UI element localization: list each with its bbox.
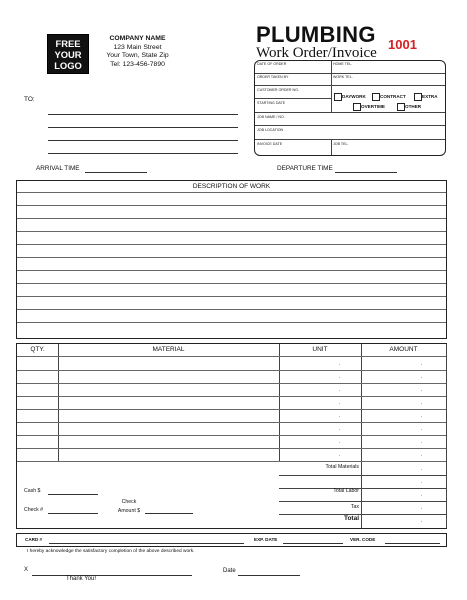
- contract-label: CONTRACT: [380, 94, 406, 99]
- overtime-label: OVERTIME: [361, 104, 385, 109]
- invoice-number: 1001: [388, 37, 417, 52]
- acknowledgement-text: I hereby acknowledge the satisfactory completion of the above described work.: [27, 549, 195, 554]
- cash-label: Cash $: [24, 488, 41, 494]
- card-number-label: CARD #: [25, 537, 43, 542]
- daywork-checkbox[interactable]: [334, 93, 342, 101]
- company-info: [100, 35, 175, 69]
- logo-line-1: FREE: [55, 37, 81, 49]
- logo-line-2: YOUR: [54, 48, 82, 60]
- contract-checkbox[interactable]: [372, 93, 380, 101]
- signature-x: X: [24, 567, 29, 573]
- total-labor-label: Total Labor: [333, 488, 359, 494]
- date-label: Date: [223, 568, 236, 574]
- overtime-checkbox[interactable]: [353, 103, 361, 111]
- logo-line-3: LOGO: [54, 59, 82, 71]
- materials-table: QTY. MATERIAL UNIT AMOUNT . . . . . . . . . . . . . . . . . . . . . Total Materials Total Labor Tax Total: [16, 343, 447, 529]
- company-logo: [47, 34, 89, 74]
- to-line-1[interactable]: [48, 114, 238, 115]
- departure-time-field[interactable]: [335, 172, 397, 173]
- date-field[interactable]: [238, 575, 300, 576]
- cash-field[interactable]: [48, 494, 98, 495]
- description-of-work-box[interactable]: [16, 180, 447, 339]
- arrival-time-label: ARRIVAL TIME: [36, 165, 80, 172]
- home-tel-label: HOME TEL.: [333, 62, 353, 66]
- description-title: DESCRIPTION OF WORK: [192, 183, 271, 190]
- daywork-label: DAYWORK: [342, 94, 366, 99]
- exp-date-label: EXP. DATE: [254, 537, 278, 542]
- exp-date-field[interactable]: [283, 543, 343, 544]
- amount-header: AMOUNT: [389, 346, 418, 353]
- total-materials-label: Total Materials: [325, 464, 359, 470]
- to-line-4[interactable]: [48, 153, 238, 154]
- job-tel-label: JOB TEL.: [333, 142, 349, 146]
- to-line-3[interactable]: [48, 140, 238, 141]
- departure-time-label: DEPARTURE TIME: [277, 165, 333, 172]
- check-amount-field[interactable]: [145, 513, 193, 514]
- check-no-field[interactable]: [48, 513, 98, 514]
- order-info-grid: [254, 60, 446, 156]
- unit-header: UNIT: [312, 346, 328, 353]
- material-header: MATERIAL: [152, 346, 185, 353]
- card-number-field[interactable]: [49, 543, 244, 544]
- arrival-time-field[interactable]: [85, 172, 147, 173]
- signature-field[interactable]: [32, 575, 192, 576]
- check-amount-label: Check Amount $: [117, 499, 141, 514]
- check-no-label: Check #: [24, 507, 44, 513]
- to-line-2[interactable]: [48, 127, 238, 128]
- thank-you-text: Thank You!: [66, 576, 97, 582]
- form-subtitle: Work Order/Invoice: [256, 45, 377, 61]
- extra-checkbox[interactable]: [414, 93, 422, 101]
- invoice-date-label: INVOICE DATE: [257, 142, 283, 146]
- company-city: Your Town, State Zip: [106, 52, 169, 59]
- company-name: COMPANY NAME: [109, 35, 166, 42]
- starting-date-label: STARTING DATE: [257, 101, 286, 105]
- date-of-order-label: DATE OF ORDER: [257, 62, 287, 66]
- qty-header: QTY.: [30, 346, 45, 353]
- tax-label: Tax: [350, 504, 359, 510]
- form-title: PLUMBING: [256, 22, 376, 47]
- to-label: TO:: [24, 96, 35, 103]
- other-checkbox[interactable]: [397, 103, 405, 111]
- other-label: OTHER: [405, 104, 422, 109]
- card-payment-box: [16, 533, 447, 547]
- customer-order-no-label: CUSTOMER ORDER NO.: [257, 88, 299, 92]
- ver-code-label: VER. CODE: [350, 537, 376, 542]
- ver-code-field[interactable]: [385, 543, 440, 544]
- work-tel-label: WORK TEL.: [333, 75, 353, 79]
- order-taken-by-label: ORDER TAKEN BY: [257, 75, 289, 79]
- job-name-label: JOB NAME / NO.: [257, 115, 285, 119]
- extra-label: EXTRA: [422, 94, 438, 99]
- job-location-label: JOB LOCATION: [257, 128, 284, 132]
- company-tel: Tel: 123-456-7890: [110, 60, 165, 68]
- company-street: 123 Main Street: [113, 43, 162, 51]
- total-label: Total: [343, 515, 359, 522]
